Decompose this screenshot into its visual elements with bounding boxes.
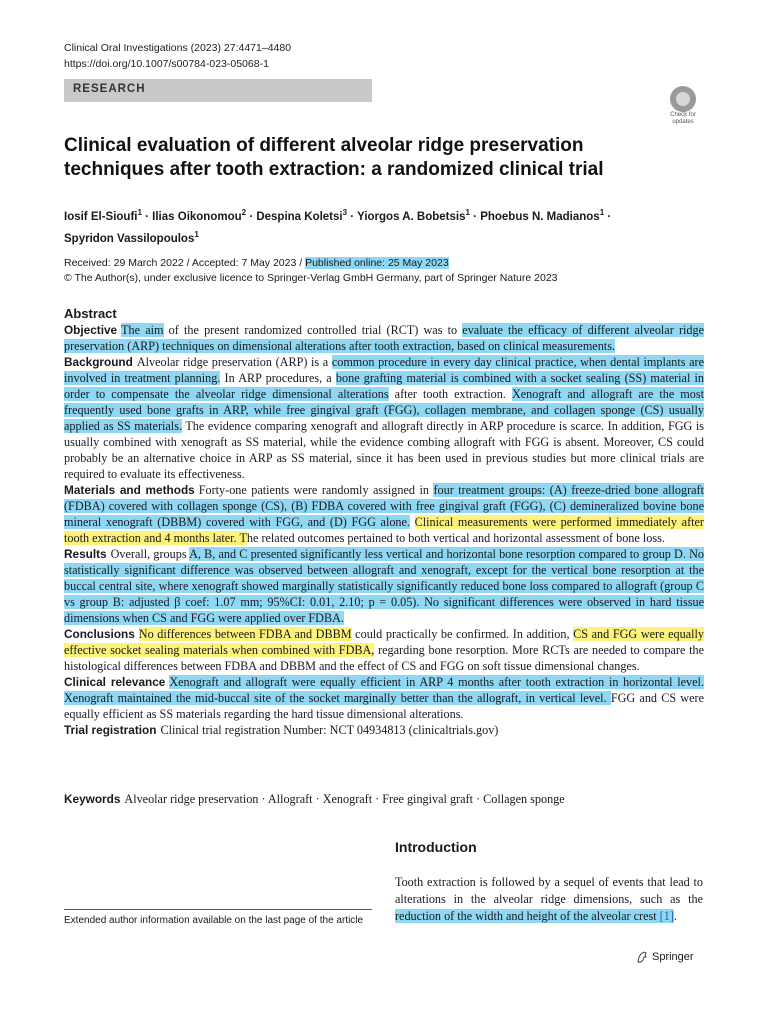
author-affiliation: 1 <box>465 208 470 217</box>
highlighted-text: four treatment groups: (A) freeze-dried bone allograft (FDBA) covered with collagen sponge (CS), (B) FDBA covered with free gingival graft (FGG), (C) demineralized bovine bone mineral xenograft (DBBM) covered with FGG, and (D) FGG alone. <box>64 483 704 529</box>
author-affiliation: 1 <box>137 208 142 217</box>
author-name[interactable]: Spyridon Vassilopoulos <box>64 232 195 245</box>
abstract-text <box>410 515 415 529</box>
introduction-body <box>395 874 703 925</box>
keywords-label: Keywords <box>64 792 121 806</box>
author-list: Iosif El-Sioufi$^1$ · Ilias Oikonomou$^2$ · Despina Koletsi$^3$ · Yiorgos A. Bobetsis$^1$ · Phoebus N. Madianos$^1$ · Spyridon Vassilopoulos$^1$ <box>64 208 612 245</box>
trial-label: Trial registration <box>64 723 157 737</box>
author-name[interactable]: Ilias Oikonomou <box>152 210 242 223</box>
intro-end: . <box>673 909 677 923</box>
highlighted-text: No statistically significant difference was observed between allograft and xenograft, except for the vertical bone resorption at the buccal central site, where xenograft showed marginally statistically significantly reduced bone loss compared to allograft (group C vs group B: adjusted β coef: 1.07 mm; 95%CI: 0.01, 2.10; p = 0.05). No significant differences were observed in hard tissue dimensions when CS and FGG were applied over FDBA. <box>64 547 704 625</box>
highlighted-text: common procedure in every day clinical practice, when dental implants are involved in treatment planning. <box>64 355 704 385</box>
abstract-text: FGG and CS were equally efficient as SS materials regarding the hard tissue dimensional alterations. <box>64 691 704 721</box>
received-accepted: Received: 29 March 2022 / Accepted: 7 May 2023 / <box>64 257 306 269</box>
highlighted-text: Xenograft and allograft were equally efficient in ARP 4 months after tooth extraction in horizontal level. Xenograft maintained the mid-buccal site of the socket marginally better than the allograft, in vertical level. <box>64 675 704 705</box>
check-updates-line1: Check for <box>670 112 696 118</box>
citation-link[interactable]: [1] <box>659 909 674 923</box>
abstract-trial <box>64 722 704 738</box>
abstract-methods <box>64 482 704 546</box>
author-affiliation: 1 <box>194 229 199 239</box>
journal-header <box>64 40 291 72</box>
highlighted-text: The aim <box>121 323 164 337</box>
abstract-text: of the present randomized controlled trial (RCT) was to <box>163 323 463 337</box>
keywords <box>64 792 565 807</box>
abstract-text: he related outcomes pertained to both vertical and horizontal assessment of bone loss. <box>246 531 665 545</box>
highlighted-text: evaluate the efficacy of different alveolar ridge preservation (ARP) techniques on dimensional alterations after tooth extraction, based on clinical measurements. <box>64 323 704 353</box>
highlighted-text: A, B, and C presented significantly less vertical and horizontal bone resorption compared to group D. <box>189 547 686 561</box>
abstract-results <box>64 546 704 626</box>
methods-label: Materials and methods <box>64 483 195 497</box>
abstract-text: In ARP procedures, a <box>220 371 336 385</box>
trial-text: Clinical trial registration Number: NCT 04934813 (clinicaltrials.gov) <box>160 723 499 737</box>
abstract-relevance <box>64 674 704 722</box>
journal-citation: Clinical Oral Investigations (2023) 27:4471–4480 <box>64 42 292 54</box>
check-updates-icon <box>670 86 696 112</box>
intro-text: Tooth extraction is followed by a sequel of events that lead to alterations in the alveolar ridge dimensions, such as the <box>395 875 703 906</box>
author-affiliation: 2 <box>241 208 247 217</box>
highlighted-text: Clinical measurements were performed immediately after tooth extraction and 4 months later. T <box>64 515 704 545</box>
author-name[interactable]: Phoebus N. Madianos <box>480 210 600 223</box>
objective-label: Objective <box>64 323 118 337</box>
intro-highlight: reduction of the width and height of the alveolar crest <box>395 909 660 923</box>
relevance-label: Clinical relevance <box>64 675 166 689</box>
article-type-label: RESEARCH <box>73 83 146 95</box>
author-affiliation: 3 <box>342 208 348 217</box>
abstract-text: The evidence comparing xenograft and allograft directly in ARP procedure is scarce. In addition, FGG is usually combined with xenograft as SS material, while the evidence combing allograft with FGG is absent. Moreover, CS could probably be an alternative choice in ARP as SS material, since it has been used in previous studies but more clinical trials are required to evaluate its effectiveness. <box>64 419 705 481</box>
background-label: Background <box>64 355 133 369</box>
article-title: Clinical evaluation of different alveolar ridge preservation techniques after tooth extraction: a randomized clinical trial <box>64 135 604 180</box>
author-name[interactable]: Iosif El-Sioufi <box>64 210 138 223</box>
author-name[interactable]: Yiorgos A. Bobetsis <box>357 210 466 223</box>
results-label: Results <box>64 547 107 561</box>
check-updates-line2: updates <box>672 118 694 125</box>
abstract-text: Alveolar ridge preservation (ARP) is a <box>136 355 332 369</box>
conclusions-label: Conclusions <box>64 627 135 641</box>
author-affiliation: 1 <box>599 208 605 217</box>
introduction-heading: Introduction <box>395 839 477 855</box>
article-type-banner <box>64 79 372 102</box>
publisher-logo <box>636 951 694 963</box>
abstract-text: Overall, groups <box>110 547 190 561</box>
highlighted-text: Xenograft and allograft are the most frequently used bone grafts in ARP, while free gingival graft (FGG), collagen membrane, and collagen sponge (CS) usually applied as SS materials. <box>64 387 704 433</box>
abstract-objective <box>64 322 704 354</box>
publisher-name: Springer <box>652 951 694 963</box>
footnote-rule <box>64 909 372 910</box>
abstract-text: regarding bone resorption. More RCTs are needed to compare the histological differences between FDBA and DBBM and the effect of CS and FGG on soft tissue dimensional changes. <box>64 643 704 673</box>
keywords-text: Alveolar ridge preservation · Allograft · Xenograft · Free gingival graft · Collagen sponge <box>124 792 565 806</box>
abstract-heading: Abstract <box>64 306 117 321</box>
footnote: Extended author information available on the last page of the article <box>64 915 364 926</box>
journal-doi[interactable]: https://doi.org/10.1007/s00784-023-05068-1 <box>64 58 269 70</box>
highlighted-text: CS and FGG were equally effective socket sealing materials when combined with FDBA, <box>64 627 704 657</box>
highlighted-text: No differences between FDBA and DBBM <box>138 627 352 641</box>
highlighted-text: bone grafting material is combined with a socket sealing (SS) material in order to compensate the alveolar ridge dimensional alterations <box>64 371 705 401</box>
abstract-text: Forty-one patients were randomly assigned in <box>198 483 434 497</box>
article-dates <box>64 256 558 286</box>
abstract-text: could practically be confirmed. In addition, <box>351 627 574 641</box>
author-name[interactable]: Despina Koletsi <box>256 210 343 223</box>
abstract-text: after tooth extraction. <box>388 387 512 401</box>
published-date: Published online: 25 May 2023 <box>305 257 449 269</box>
check-for-updates-button[interactable] <box>663 86 703 126</box>
springer-horse-icon <box>636 951 648 963</box>
abstract-body <box>64 322 704 738</box>
abstract-background <box>64 354 704 482</box>
abstract-conclusions <box>64 626 704 674</box>
copyright: © The Author(s), under exclusive licence to Springer-Verlag GmbH Germany, part of Springer Nature 2023 <box>64 272 558 284</box>
